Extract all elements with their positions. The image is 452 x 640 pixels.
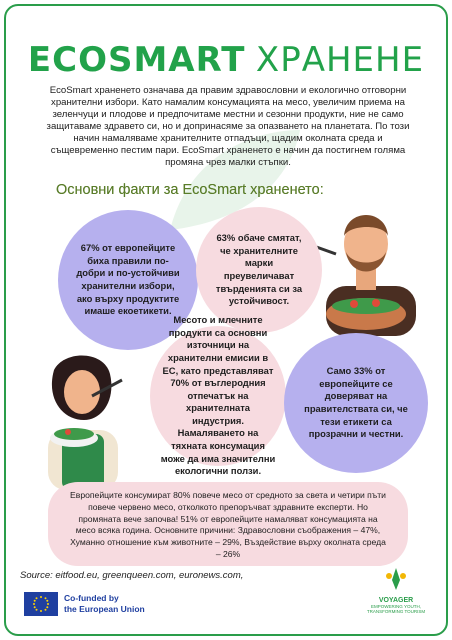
eu-line-1: Co-funded by	[64, 593, 119, 603]
voyager-logo	[366, 566, 426, 614]
eu-cofunded-text	[64, 593, 145, 615]
fact-text: 63% обаче смятат, че хранителните марки преувеличават твърденията си за устойчивост.	[215, 232, 303, 307]
fact-bubble-meat-dairy	[150, 314, 286, 477]
title-part-hranene: ХРАНЕНЕ	[255, 40, 425, 80]
eu-line-2: the European Union	[64, 604, 145, 614]
facts-subheading: Основни факти за EcoSmart храненето:	[56, 182, 324, 198]
eu-cofunded-logo	[24, 592, 145, 616]
voyager-name: VOYAGER	[378, 597, 414, 604]
fact-text: Месото и млечните продукти са основни източници на хранителни емисии в ЕС, като представляват 70% от въглеродния отпечатък на хранителната индустрия. Намаляването на тяхната консумация може да има значителни екологични ползи.	[160, 314, 276, 477]
voyager-emblem-icon	[381, 566, 411, 592]
fact-bubble-trust	[284, 333, 428, 473]
fact-text: 67% от европейците биха правили по-добри и по-устойчиви хранителни избори, ако върху продуктите имаше екоетикети.	[76, 242, 180, 317]
meat-consumption-box: Европейците консумират 80% повече месо от средното за света и четири пъти повече червено месо, отколкото препоръчват здравните експерти. Но промяната вече започва! 51% от европейците намаляват консумацията на месо всяка година. Основните причини: Здравословни съображения – 47%, Хуманно отношение към животните – 29%, Въздействие върху околната среда – 26%	[48, 482, 408, 566]
man-eating-salad-illustration	[306, 196, 426, 336]
intro-paragraph: EcoSmart храненето означава да правим здравословни и екологично отговорни хранителни избори. Като намалим консумацията на месо, увеличим приема на зеленчуци и плодове и предпочитаме местни и сезонни продукти, ние не само защитаваме здравето си, но и допринасяме за опазването на планетата. По този начин намаляваме хранителните отпадъци, щадим околната среда и същевременно пестим пари. EcoSmart храненето е начин да постигнем голяма промяна чрез малки стъпки.	[46, 85, 410, 168]
eu-flag-icon	[24, 592, 58, 616]
title-part-ecosmart: ECOSMART	[27, 40, 246, 80]
page-title	[0, 40, 452, 80]
source-line: Source: eitfood.eu, greenqueen.com, euronews.com,	[20, 570, 244, 581]
fact-text: Само 33% от европейците се доверяват на правителствата си, че тези етикети са прозрачни и честни.	[304, 365, 408, 440]
voyager-tagline: EMPOWERING YOUTH, TRANSFORMING TOURISM	[366, 604, 426, 614]
woman-eating-salad-illustration	[14, 350, 154, 490]
